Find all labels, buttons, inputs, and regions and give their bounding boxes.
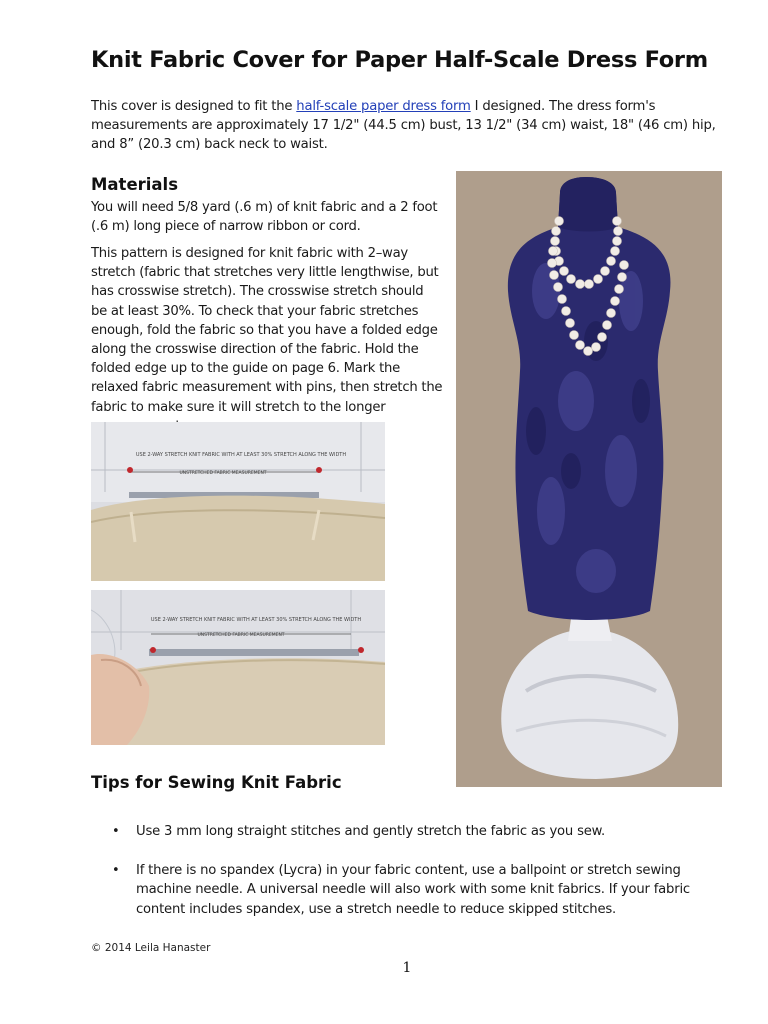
dress-form-link[interactable]: half-scale paper dress form [296,99,471,114]
bullet-icon: • [112,862,120,878]
intro-paragraph [91,97,731,154]
guide-measurement-label-2: UNSTRETCHED FABRIC MEASUREMENT [197,633,285,638]
list-item [91,861,731,920]
materials-heading: Materials [91,175,179,194]
intro-text-start: This cover is designed to fit the [91,99,297,114]
materials-paragraph-2: This pattern is designed for knit fabric with 2–way stretch (fabric that stretches very little lengthwise, but has crosswise stretch). The crosswise stretch should be at least 30%. To check that your fabric stretches enough, fold the fabric so that you have a folded edge along the crosswise direction of the fabric. Hold the folded edge up to the guide on page 6. Mark the relaxed fabric measurement with pins, then stretch the fabric to make sure it will stretch to the longer [91,246,443,415]
materials-paragraph-1: You will need 5/8 yard (.6 m) of knit fabric and a 2 foot (.6 m) long piece of narrow ribbon or cord. [91,200,438,235]
page-title: Knit Fabric Cover for Paper Half-Scale Dress Form [91,47,708,73]
stretch-guide-photo-unstretched [91,422,385,581]
stretch-guide-photo-stretched [91,590,385,745]
bullet-icon: • [112,824,120,839]
copyright-footer: © 2014 Leila Hanaster [91,942,211,954]
tip-text: Use 3 mm long straight stitches and gently stretch the fabric as you sew. [136,824,606,839]
guide-measurement-label: UNSTRETCHED FABRIC MEASUREMENT [179,471,267,476]
tips-list [91,822,731,938]
guide-caption: USE 2-WAY STRETCH KNIT FABRIC WITH AT LEAST 30% STRETCH ALONG THE WIDTH [135,452,347,458]
guide-caption-2: USE 2-WAY STRETCH KNIT FABRIC WITH AT LEAST 30% STRETCH ALONG THE WIDTH [150,617,362,623]
page-number: 1 [402,960,412,976]
tips-heading: Tips for Sewing Knit Fabric [91,773,342,792]
intro-text-end: I designed. The dress form's measurements are approximately 17 1/2" (44.5 cm) bust, 13 1/2" (34 cm) waist, 18" (46 cm) hip, and 8” (20.3 cm) back neck to waist. [91,99,716,152]
tip-text: If there is no spandex (Lycra) in your fabric content, use a ballpoint or stretch sewing machine needle. A universal needle will also work with some knit fabrics. If your fabric content includes spandex, use a stretch needle to reduce skipped stitches. [136,862,690,917]
list-item [91,822,731,842]
dress-form-photo [456,171,722,787]
